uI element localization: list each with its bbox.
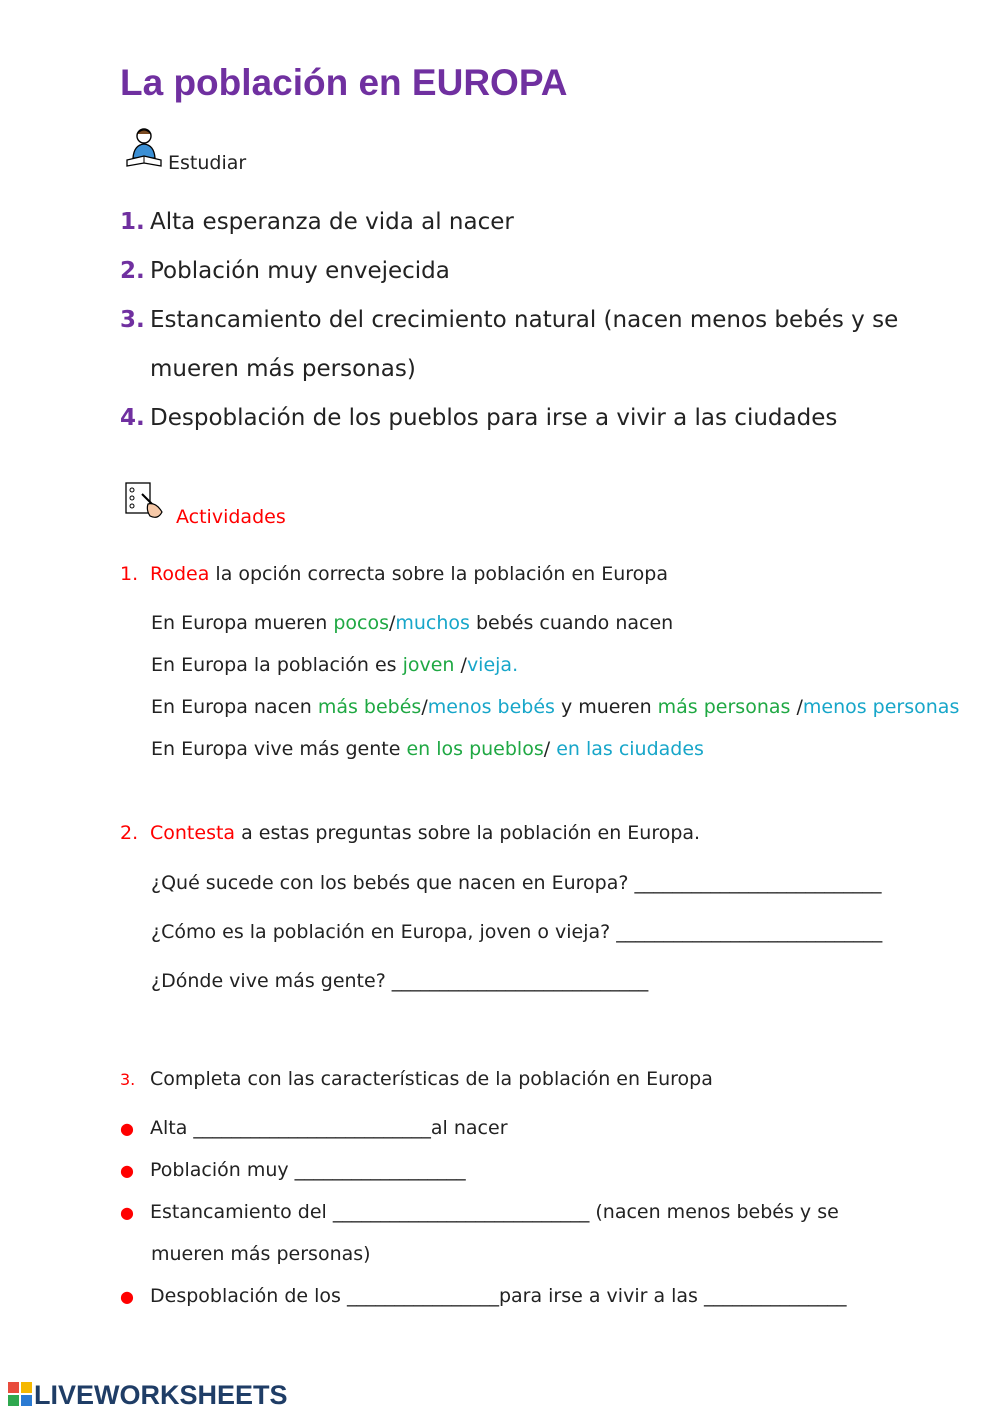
study-item: 1. Alta esperanza de vida al nacer bbox=[120, 209, 514, 235]
option-mas-bebes[interactable]: más bebés bbox=[317, 696, 422, 718]
option-en-los-pueblos[interactable]: en los pueblos bbox=[406, 738, 544, 760]
activity-2-question-2[interactable]: ¿Cómo es la población en Europa, joven o vieja? ____________________________ bbox=[151, 921, 883, 943]
bullet-icon: ● bbox=[120, 1161, 134, 1180]
activity-3-bullet-2[interactable]: ● Población muy __________________ bbox=[120, 1159, 466, 1181]
worksheet-writing-icon bbox=[122, 480, 168, 522]
study-label: Estudiar bbox=[168, 152, 247, 174]
activity-1-line-3: En Europa nacen más bebés/menos bebés y mueren más personas /menos personas bbox=[151, 696, 960, 718]
bullet-icon: ● bbox=[120, 1287, 134, 1306]
activity-1-line-1: En Europa mueren pocos/muchos bebés cuando nacen bbox=[151, 612, 674, 634]
activity-3-instruction: 3. Completa con las características de la población en Europa bbox=[120, 1068, 713, 1090]
activity-1-line-4: En Europa vive más gente en los pueblos/ en las ciudades bbox=[151, 738, 704, 760]
activity-2-question-1[interactable]: ¿Qué sucede con los bebés que nacen en Europa? __________________________ bbox=[151, 872, 882, 894]
activity-1-instruction: 1. Rodea la opción correcta sobre la población en Europa bbox=[120, 563, 669, 585]
page-title: La población en EUROPA bbox=[120, 62, 568, 103]
liveworksheets-logo-icon bbox=[8, 1382, 32, 1406]
option-vieja[interactable]: vieja. bbox=[466, 654, 519, 676]
activity-3-bullet-1[interactable]: ● Alta _________________________al nacer bbox=[120, 1117, 508, 1139]
study-list bbox=[120, 198, 898, 443]
activity-3-bullet-3-cont: mueren más personas) bbox=[151, 1243, 371, 1265]
activity-2-question-3[interactable]: ¿Dónde vive más gente? ___________________________ bbox=[151, 970, 649, 992]
study-item: 4. Despoblación de los pueblos para irse a vivir a las ciudades bbox=[120, 405, 838, 431]
option-en-las-ciudades[interactable]: en las ciudades bbox=[556, 738, 704, 760]
bullet-icon: ● bbox=[120, 1119, 134, 1138]
option-menos-bebes[interactable]: menos bebés bbox=[427, 696, 555, 718]
study-item: 3. Estancamiento del crecimiento natural (nacen menos bebés y se mueren más personas) bbox=[120, 307, 899, 382]
bullet-icon: ● bbox=[120, 1203, 134, 1222]
liveworksheets-logo: LIVEWORKSHEETS bbox=[8, 1380, 288, 1411]
option-menos-personas[interactable]: menos personas bbox=[802, 696, 960, 718]
option-joven[interactable]: joven bbox=[402, 654, 455, 676]
activity-2-instruction: 2. Contesta a estas preguntas sobre la población en Europa. bbox=[120, 822, 701, 844]
activity-1-line-2: En Europa la población es joven /vieja. bbox=[151, 654, 519, 676]
option-muchos[interactable]: muchos bbox=[395, 612, 470, 634]
activities-label: Actividades bbox=[176, 506, 286, 528]
option-pocos[interactable]: pocos bbox=[333, 612, 389, 634]
activity-3-bullet-3[interactable]: ● Estancamiento del ___________________________ (nacen menos bebés y se bbox=[120, 1201, 839, 1223]
study-item: 2. Población muy envejecida bbox=[120, 258, 450, 284]
option-mas-personas[interactable]: más personas bbox=[657, 696, 791, 718]
activity-3-bullet-4[interactable]: ● Despoblación de los ________________para irse a vivir a las _______________ bbox=[120, 1285, 847, 1307]
student-reading-icon bbox=[124, 126, 164, 170]
